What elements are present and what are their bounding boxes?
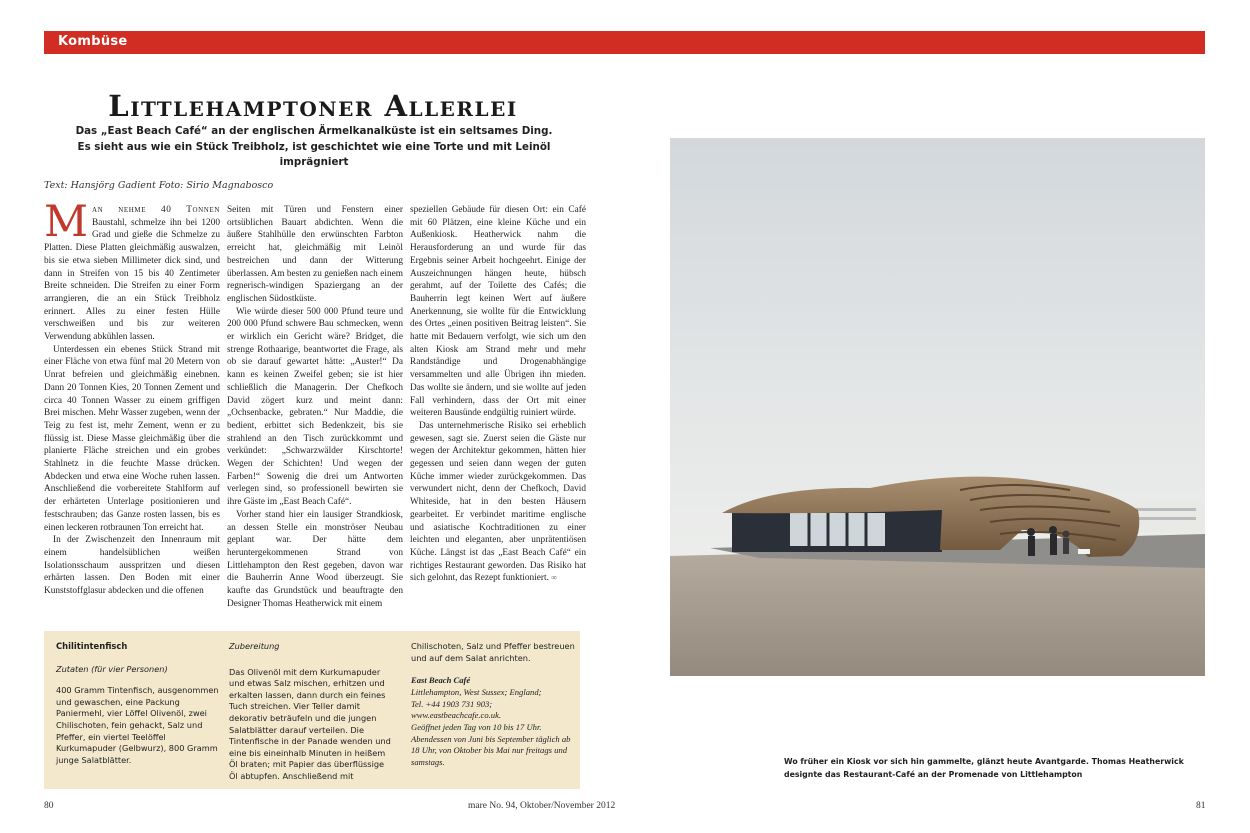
end-mark-icon: ∞ (551, 573, 557, 583)
caption-line-2: designte das Restaurant-Café an der Promenade von Littlehampton (784, 769, 1083, 779)
recipe-title: Chilitintenfisch (56, 641, 128, 651)
article-title: Littlehamptoner Allerlei (108, 89, 518, 123)
recipe-box (44, 631, 580, 789)
subtitle-line-1: Das „East Beach Café“ an der englischen Ärmelkanalküste ist ein seltsames Ding. (75, 125, 553, 137)
drop-cap: M (44, 197, 89, 247)
paragraph-text: Das unternehmerische Risiko sei erheblich gewesen, sagt sie. Zuerst seien die Gäste nur wegen der Architektur gekommen, hätten hier gegessen und seien dann wegen der guten Küche immer wieder zurückgekommen. Das verwundert nicht, denn der Chefkoch, David Whiteside, hat in den besten Häusern gearbeitet. Er verbindet maritime englische und asiatische Kochtraditionen zu einer leichten und eleganten, aber unprätentiösen Küche. Längst ist das „East Beach Café“ ein richtiges Restaurant geworden. Das Risiko hat sich gelohnt, das Rezept funktioniert. (410, 420, 586, 584)
recipe-preparation: Das Olivenöl mit dem Kurkumapuder und etwas Salz mischen, erhitzen und erkalten lassen, dann durch ein feines Tuch streichen. Vier Teller damit dekorativ beträufeln und die jungen Salatblätter darauf verteilen. Die Tintenfische in der Panade wenden und eine bis eineinhalb Minuten in heißem Öl braten; mit Papier das überflüssige Öl abtupfen. Anschließend mit (229, 666, 391, 781)
subtitle-line-2: Es sieht aus wie ein Stück Treibholz, ist geschichtet wie eine Torte und mit Leinöl imprägniert (77, 140, 551, 168)
paragraph-text: Baustahl, schmelze ihn bei 1200 Grad und gieße die Schmelze zu Platten. Diese Platten gleichmäßig auswalzen, bis sie etwa sieben Millimeter dick sind, und dann in Streifen von 15 bis 40 Zentimeter Breite schneiden. Die Streifen zu einer Form arrangieren, die an ein Stück Treibholz erinnert. Alles zu einer festen Hülle verschweißen und bis zur weiteren Verwendung abkühlen lassen. (44, 217, 220, 343)
body-paragraph: Wie würde dieser 500 000 Pfund teure und 200 000 Pfund schwere Bau schmecken, wenn er wirklich ein Gericht wäre? Bridget, die strenge Rothaarige, beantwortet die Frage, als ob sie darauf gewartet hätte: „Auster!“ Da kann es keinen Zweifel geben; sie ist hier schließlich die Managerin. Der Chefkoch David zögert kurz und meint dann: „Ochsenbacke, gebraten.“ Nur Maddie, die bedient, erbittet sich Bedenkzeit, bis sie strahlend an den Tisch zurückkommt und verkündet: „Schwarzwälder Kirschtorte! Wegen der Schichten! Und wegen der Farben!“ Sowenig die drei um Antworten verlegen sind, so professionell bewirten sie ihre Gäste im „East Beach Café“. (227, 306, 403, 508)
venue-address: Littlehampton, West Sussex; England; (411, 686, 542, 697)
recipe-column-1 (56, 641, 221, 777)
body-paragraph: Seiten mit Türen und Fenstern einer ortsüblichen Bauart abdichten. Wenn die äußere Stahlhülle den erwünschten Farbton erreicht hat, gleichmäßig mit Leinöl bestreichen und dann der Witterung überlassen. Am besten zu genießen nach einem regnerisch-windigen Spaziergang an der englischen Südostküste. (227, 205, 403, 304)
recipe-column-2 (229, 641, 394, 794)
recipe-ingredients: 400 Gramm Tintenfisch, ausgenommen und gewaschen, eine Packung Paniermehl, vier Löffel Olivenöl, zwei Chilischoten, fein gehackt, Salz und Pfeffer, ein viertel Teelöffel Kurkumapuder (Gelbwurz), 800 Gramm junge Salatblätter. (56, 685, 219, 765)
section-rubric-label: Kombüse (58, 34, 128, 49)
venue-phone: Tel. +44 1903 731 903; (411, 698, 493, 709)
distant-buildings (1132, 502, 1205, 532)
issue-line: mare No. 94, Oktober/November 2012 (468, 801, 616, 811)
recipe-column-3 (411, 641, 576, 769)
caption-line-1: Wo früher ein Kiosk vor sich hin gammelte, glänzt heute Avantgarde. Thomas Heatherwick (784, 757, 1184, 766)
venue-website: www.eastbeachcafe.co.uk. (411, 710, 502, 721)
lead-small-caps: an nehme 40 Tonnen (92, 205, 220, 215)
recipe-finish: Chilischoten, Salz und Pfeffer bestreuen und auf dem Salat anrichten. (411, 641, 575, 663)
photo-caption (784, 756, 1184, 782)
body-paragraph: speziellen Gebäude für diesen Ort: ein Café mit 60 Plätzen, eine kleine Küche und ein Außenkiosk. Heatherwick nahm die Herausforderung an und wurde für das Ergebnis seiner Arbeit hochgeehrt. Einige der Auszeichnungen hängen heute, hübsch gerahmt, auf der Toilette des Cafés; die Bauherrin legt keinen Wert auf äußere Anerkennung, sie wollte für die Entwicklung des Ortes „einen positiven Beitrag leisten“. Sie hatte mit Bedauern verfolgt, wie sich um den alten Kiosk am Strand mehr und mehr Randständige und Drogenabhängige versammelten und alle Übrigen ihn mieden. Das wollte sie ändern, und sie wollte auf jeden Fall verhindern, dass der Ort mit einer weiteren Bausünde endgültig ruiniert würde. (410, 205, 586, 419)
page-number-left: 80 (44, 801, 54, 811)
article-subtitle (44, 124, 584, 171)
venue-name: East Beach Café (411, 675, 471, 686)
cafe-photo (670, 138, 1205, 676)
body-paragraph: Vorher stand hier ein lausiger Strandkiosk, an dessen Stelle ein monströser Neubau geplant war. Der hätte dem heruntergekommenen Strand von Littlehampton den Rest gegeben, davon war die Bauherrin Anne Wood überzeugt. Sie kaufte das Grundstück und beauftragte den Designer Thomas Heatherwick mit einem (227, 509, 403, 609)
cafe-photo-illustration (670, 138, 1205, 676)
recipe-prep-heading: Zubereitung (229, 641, 280, 651)
body-paragraph: Unterdessen ein ebenes Stück Strand mit einer Fläche von etwa fünf mal 20 Metern von Unrat befreien und gleichmäßig einebnen. Dann 20 Tonnen Kies, 20 Tonnen Zement und circa 40 Tonnen Wasser zu einem griffigen Brei mischen. Mehr Wasser zugeben, wenn der Teig zu fest ist, mehr Zement, wenn er zu flüssig ist. Diese Masse gleichmäßig über die planierte Fläche streichen und ein grobes Stahlnetz in die feuchte Masse drücken. Abdecken und etwa eine Woche ruhen lassen. Anschließend die vorbereitete Stahlform auf der erhärteten Unterlage positionieren und festschrauben; das Ganze rosten lassen, bis es einen leckeren rotbraunen Ton erreicht hat. (44, 344, 220, 533)
recipe-servings: Zutaten (für vier Personen) (56, 663, 168, 674)
article-credits: Text: Hansjörg Gadient Foto: Sirio Magnabosco (44, 180, 274, 191)
venue-contact (411, 675, 576, 769)
body-column-1 (44, 197, 220, 598)
body-column-3 (410, 204, 586, 585)
body-paragraph: In der Zwischenzeit den Innenraum mit einem handelsüblichen weißen Isolationsschaum ausspritzen und diesen erhärten lassen. Den Boden mit einer Kunststoffglasur abdecken und die offenen (44, 535, 220, 597)
section-rubric-bar (44, 31, 1205, 54)
body-column-2 (227, 204, 403, 611)
page-number-right: 81 (1196, 801, 1206, 811)
venue-hours: Geöffnet jeden Tag von 10 bis 17 Uhr. (411, 722, 542, 732)
venue-dinner-hours: Abendessen von Juni bis September täglich ab 18 Uhr, von Oktober bis Mai nur freitags und samstags. (411, 733, 571, 768)
body-paragraph (44, 197, 220, 344)
body-paragraph (410, 420, 586, 585)
